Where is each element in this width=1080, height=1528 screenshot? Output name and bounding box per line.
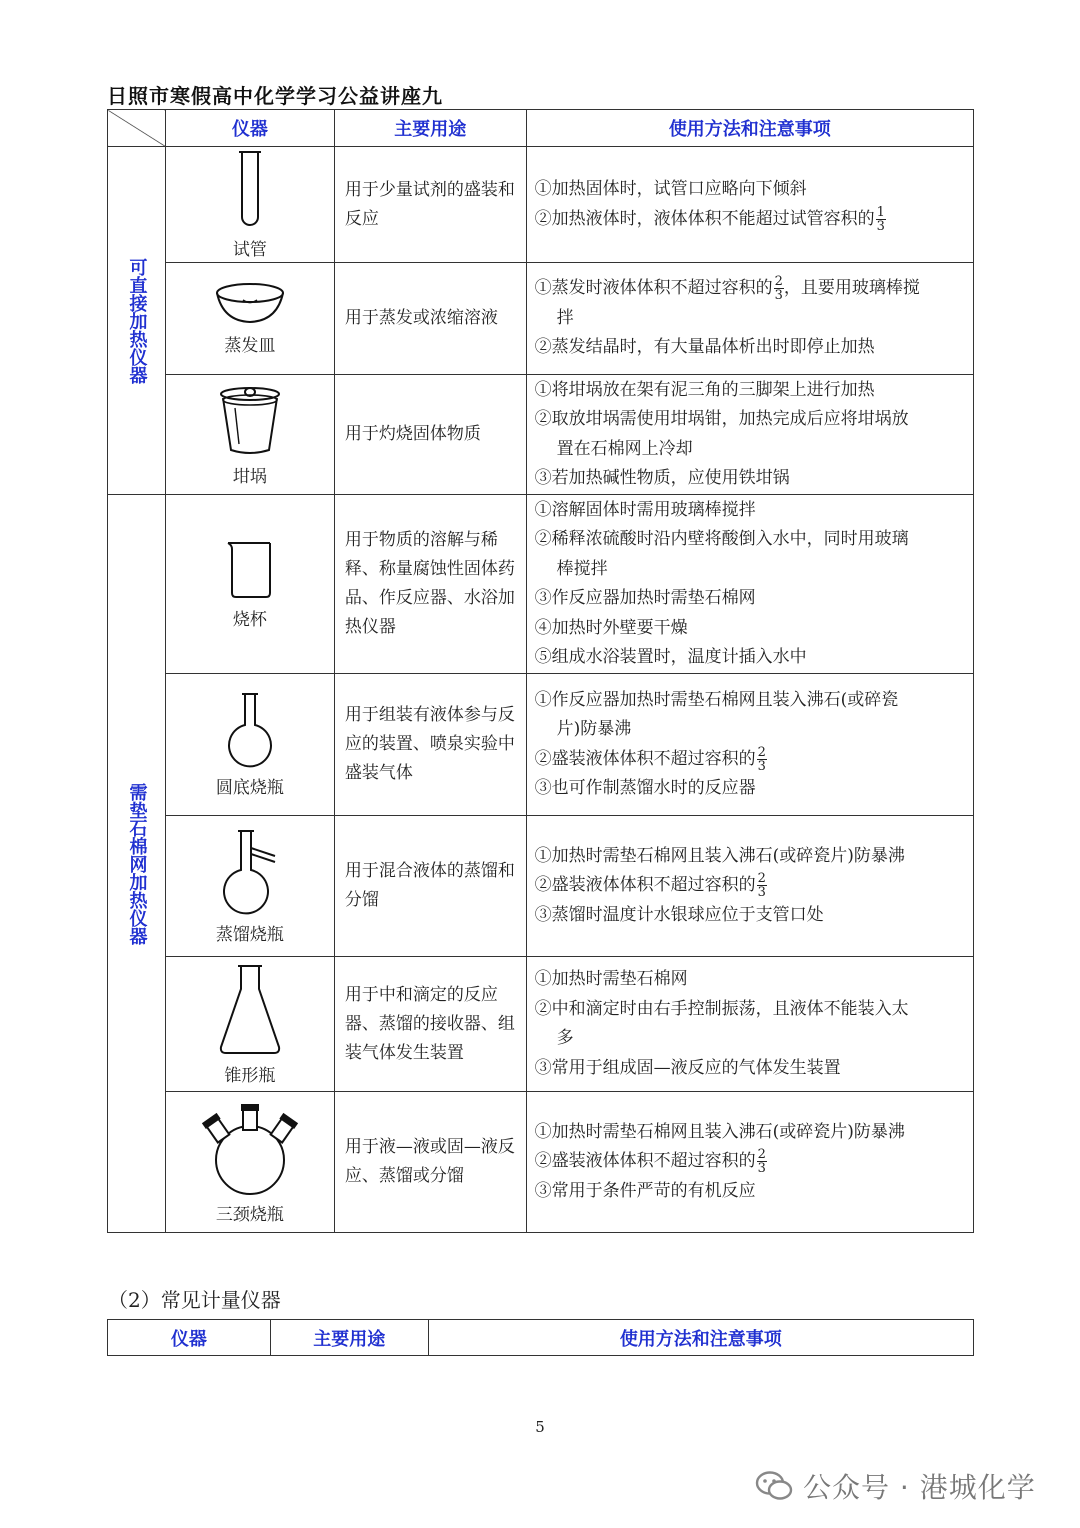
- notes-cell: [526, 147, 973, 263]
- instrument-name: 三颈烧瓶: [215, 1204, 284, 1225]
- use-cell: 用于蒸发或浓缩溶液: [334, 263, 526, 375]
- instrument-cell: [165, 495, 334, 674]
- table-row: [108, 263, 974, 375]
- note-line: ②取放坩埚需使用坩埚钳，加热完成后应将坩埚放: [534, 409, 909, 429]
- note-line: ②加热液体时，液体体积不能超过试管容积的 $\frac{1}{3}$: [534, 204, 885, 234]
- note-line: ①溶解固体时需用玻璃棒搅拌: [534, 499, 756, 520]
- note-line: ①将坩埚放在架有泥三角的三脚架上进行加热: [534, 379, 875, 400]
- instrument-cell: [165, 816, 334, 957]
- category-direct-heating: 可直接加热仪器: [108, 147, 166, 495]
- notes-cell: [526, 263, 973, 375]
- note-line: ④加热时外壁要干燥: [534, 617, 688, 638]
- section-title: （2）常见计量仪器: [108, 1288, 281, 1312]
- note-line: ②蒸发结晶时，有大量晶体析出时即停止加热: [534, 337, 875, 358]
- instrument-cell: [165, 375, 334, 495]
- instrument-cell: [165, 674, 334, 816]
- note-line: 多: [556, 1028, 574, 1048]
- note-line: ②中和滴定时由右手控制振荡，且液体不能装入太: [534, 998, 909, 1019]
- instrument-name: 蒸馏烧瓶: [215, 924, 284, 945]
- fraction: $\frac{2}{3}$: [757, 1147, 766, 1177]
- round-bottom-flask-icon: [225, 691, 275, 769]
- note-line: ③蒸馏时温度计水银球应位于支管口处: [534, 904, 824, 925]
- table-row: [108, 816, 974, 957]
- notes-cell: [526, 495, 973, 674]
- note-line: 置在石棉网上冷却: [556, 438, 693, 459]
- note-line: 片)防暴沸: [556, 719, 632, 739]
- table-row: [108, 495, 974, 674]
- fraction: $\frac{1}{3}$: [876, 204, 885, 234]
- instrument-cell: [165, 263, 334, 375]
- watermark-text: 公众号 · 港城化学: [803, 1471, 1036, 1504]
- fraction: $\frac{2}{3}$: [757, 871, 766, 901]
- fraction: $\frac{2}{3}$: [757, 744, 766, 774]
- note-line: ①蒸发时液体体积不超过容积的 $\frac{2}{3}$ ，且要用玻璃棒搅: [534, 274, 920, 304]
- page-number: 5: [535, 1418, 545, 1436]
- use-cell: 用于混合液体的蒸馏和分馏: [334, 816, 526, 957]
- note-line: ③常用于条件严苛的有机反应: [534, 1180, 756, 1201]
- crucible-icon: [217, 382, 283, 458]
- use-cell: 用于液—液或固—液反应、蒸馏或分馏: [334, 1092, 526, 1233]
- notes-cell: [526, 1092, 973, 1233]
- note-line: ②稀释浓硫酸时沿内壁将酸倒入水中，同时用玻璃: [534, 529, 909, 549]
- note-line: ②盛装液体体积不超过容积的 $\frac{2}{3}$: [534, 744, 766, 774]
- note-line: ③若加热碱性物质，应使用铁坩锅: [534, 468, 790, 488]
- col-header-notes: 使用方法和注意事项: [428, 1320, 973, 1356]
- note-line: ③也可作制蒸馏水时的反应器: [534, 778, 756, 798]
- instrument-name: 蒸发皿: [224, 336, 276, 356]
- measuring-instrument-table: [107, 1319, 974, 1356]
- note-line: ③常用于组成固—液反应的气体发生装置: [534, 1057, 841, 1078]
- use-cell: 用于中和滴定的反应器、蒸馏的接收器、组装气体发生装置: [334, 957, 526, 1092]
- table-header-row: [108, 110, 974, 147]
- erlenmeyer-flask-icon: [217, 963, 283, 1057]
- category-asbestos-gauze-heating: 需垫石棉网加热仪器: [108, 495, 166, 1233]
- instrument-table: [107, 109, 974, 1233]
- note-line: ①作反应器加热时需垫石棉网且装入沸石(或碎瓷: [534, 689, 899, 710]
- note-line: ②盛装液体体积不超过容积的 $\frac{2}{3}$: [534, 1147, 766, 1177]
- wechat-icon: [755, 1470, 793, 1502]
- diagonal-corner-cell: [108, 110, 166, 147]
- watermark: [755, 1466, 1036, 1506]
- beaker-icon: [224, 539, 276, 601]
- col-header-notes: 使用方法和注意事项: [526, 110, 973, 147]
- note-line: ①加热固体时，试管口应略向下倾斜: [534, 179, 807, 199]
- use-cell: 用于灼烧固体物质: [334, 375, 526, 495]
- test-tube-icon: [230, 149, 270, 231]
- table-row: [108, 147, 974, 263]
- note-line: ①加热时需垫石棉网且装入沸石(或碎瓷片)防暴沸: [534, 1121, 905, 1142]
- instrument-cell: [165, 957, 334, 1092]
- note-line: ⑤组成水浴装置时，温度计插入水中: [534, 647, 807, 667]
- col-header-instrument: 仪器: [165, 110, 334, 147]
- col-header-instrument: 仪器: [108, 1320, 271, 1356]
- notes-cell: [526, 816, 973, 957]
- notes-cell: [526, 674, 973, 816]
- use-cell: 用于少量试剂的盛装和反应: [334, 147, 526, 263]
- table-row: [108, 957, 974, 1092]
- note-line: ①加热时需垫石棉网: [534, 969, 688, 989]
- instrument-name: 锥形瓶: [224, 1065, 276, 1086]
- use-cell: 用于组装有液体参与反应的装置、喷泉实验中盛装气体: [334, 674, 526, 816]
- col-header-use: 主要用途: [334, 110, 526, 147]
- col-header-use: 主要用途: [270, 1320, 428, 1356]
- instrument-name: 坩埚: [232, 467, 267, 487]
- note-line: 拌: [556, 307, 574, 328]
- note-line: ③作反应器加热时需垫石棉网: [534, 588, 756, 608]
- page-header: 日照市寒假高中化学学习公益讲座九: [107, 84, 443, 108]
- fraction: $\frac{2}{3}$: [774, 274, 783, 304]
- instrument-name: 烧杯: [232, 609, 267, 630]
- instrument-name: 圆底烧瓶: [215, 778, 284, 798]
- note-line: 棒搅拌: [556, 558, 608, 579]
- note-line: ①加热时需垫石棉网且装入沸石(或碎瓷片)防暴沸: [534, 845, 905, 866]
- instrument-cell: [165, 147, 334, 263]
- table-row: [108, 375, 974, 495]
- instrument-cell: [165, 1092, 334, 1233]
- table-row: [108, 1092, 974, 1233]
- notes-cell: [526, 957, 973, 1092]
- instrument-name: 试管: [232, 240, 267, 260]
- use-cell: 用于物质的溶解与稀释、称量腐蚀性固体药品、作反应器、水浴加热仪器: [334, 495, 526, 674]
- evaporating-dish-icon: [213, 281, 287, 327]
- notes-cell: [526, 375, 973, 495]
- note-line: ②盛装液体体积不超过容积的 $\frac{2}{3}$: [534, 871, 766, 901]
- distillation-flask-icon: [217, 828, 283, 916]
- table-header-row: [108, 1320, 974, 1356]
- three-neck-flask-icon: [193, 1100, 307, 1196]
- table-row: [108, 674, 974, 816]
